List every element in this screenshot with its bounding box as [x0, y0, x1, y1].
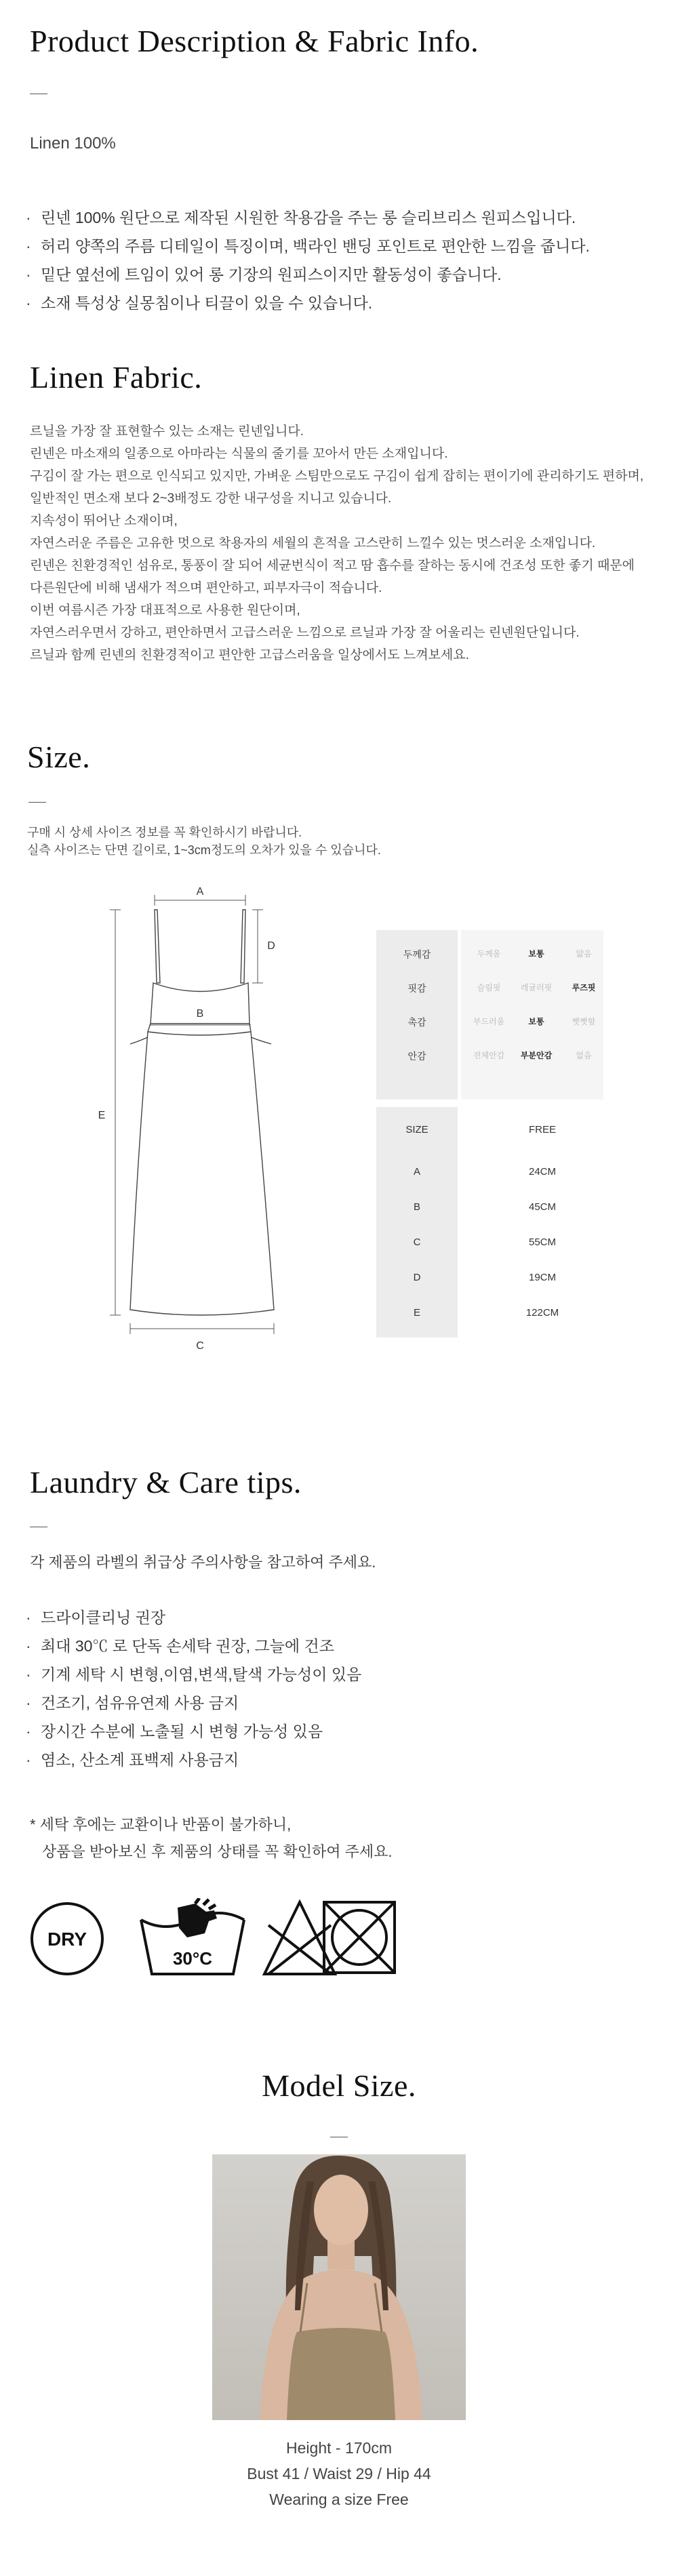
measure-value: 24CM	[528, 1166, 556, 1178]
temp-icon-text: 30°C	[172, 1948, 213, 1969]
measure-header-free: FREE	[528, 1124, 556, 1135]
label-e: E	[98, 1110, 106, 1121]
measure-value: 45CM	[528, 1201, 556, 1213]
linen-line: 구김이 잘 가는 편으로 인식되고 있지만, 가벼운 스팀만으로도 구김이 쉽게 잡히는 편이기에 관리하기도 편하며,	[30, 469, 644, 483]
measure-key: E	[413, 1307, 420, 1319]
label-c: C	[196, 1340, 204, 1352]
fit-row-label: 핏감	[407, 983, 426, 994]
bullet-item: · 밑단 옆선에 트임이 있어 롱 기장의 원피스이지만 활동성이 좋습니다.	[24, 260, 590, 289]
measure-key-column	[376, 1107, 458, 1337]
no-tumble-dry-icon	[324, 1902, 395, 1973]
care-bullet: · 기계 세탁 시 변형,이염,변색,탈색 가능성이 있음	[24, 1660, 361, 1689]
care-bullet: · 장시간 수분에 노출될 시 변형 가능성 있음	[24, 1717, 361, 1746]
size-title: Size.	[27, 740, 91, 774]
linen-line: 지속성이 뛰어난 소재이며,	[30, 514, 178, 528]
left-pleat	[130, 1037, 148, 1044]
dry-icon-text: DRY	[47, 1929, 87, 1950]
left-strap	[155, 910, 160, 983]
fit-option: 보통	[528, 1017, 544, 1026]
linen-line: 르닐과 함께 린넨의 친환경적이고 편안한 고급스러움을 일상에서도 느껴보세요.	[30, 648, 469, 662]
bullet-item: · 린넨 100% 원단으로 제작된 시원한 착용감을 주는 롱 슬리브리스 원피스입니다.	[24, 203, 590, 232]
care-bullet: · 염소, 산소계 표백제 사용금지	[24, 1746, 361, 1774]
size-notes	[27, 824, 381, 859]
right-strap	[241, 910, 245, 983]
measure-value: 122CM	[525, 1307, 559, 1319]
dry-clean-icon	[32, 1904, 102, 1974]
model-measurements: Bust 41 / Waist 29 / Hip 44	[247, 2465, 431, 2482]
label-b: B	[196, 1008, 204, 1020]
fit-option: 없음	[576, 1051, 592, 1060]
model-wearing-size: Wearing a size Free	[269, 2491, 409, 2508]
measure-key: B	[413, 1201, 420, 1213]
dress-measurement-diagram	[88, 881, 319, 1363]
measure-key: D	[413, 1272, 421, 1283]
fit-row-label: 촉감	[407, 1017, 426, 1028]
label-d: D	[267, 940, 275, 952]
fit-option: 부드러움	[473, 1017, 505, 1026]
fit-row-label: 안감	[407, 1051, 426, 1062]
product-bullets	[24, 203, 590, 317]
model-info	[0, 2435, 678, 2512]
fit-option: 전체안감	[473, 1051, 505, 1060]
bullet-item: · 허리 양쪽의 주름 디테일이 특징이며, 백라인 밴딩 포인트로 편안한 느낌을 줍니다.	[24, 232, 590, 260]
linen-line: 자연스러운 주름은 고유한 멋으로 착용자의 세월의 흔적을 고스란히 느낄수 있는 멋스러운 소재입니다.	[30, 536, 596, 550]
measure-key: A	[413, 1166, 420, 1178]
linen-line: 자연스러우면서 강하고, 편안하면서 고급스러운 느낌으로 르닐과 가장 잘 어울리는 린넨원단입니다.	[30, 626, 580, 640]
right-pleat	[251, 1037, 271, 1044]
linen-line: 일반적인 면소재 보다 2~3배정도 강한 내구성을 지니고 있습니다.	[30, 491, 392, 506]
linen-description	[30, 420, 643, 666]
model-photo	[212, 2154, 466, 2420]
fit-option: 부분안감	[520, 1051, 553, 1060]
fabric-composition: Linen 100%	[30, 134, 116, 153]
linen-title: Linen Fabric.	[30, 360, 203, 395]
size-divider	[28, 802, 46, 803]
laundry-title: Laundry & Care tips.	[30, 1465, 302, 1500]
hand-wash-icon	[141, 1898, 244, 1974]
fit-option: 뻣뻣함	[572, 1017, 596, 1026]
fit-option: 슬림핏	[477, 983, 501, 992]
linen-line: 이번 여름시즌 가장 대표적으로 사용한 원단이며,	[30, 603, 300, 618]
model-title: Model Size.	[262, 2068, 416, 2103]
fit-option: 보통	[528, 949, 544, 959]
fit-row-label: 두께감	[403, 949, 431, 960]
laundry-bullets	[24, 1603, 361, 1774]
laundry-intro: 각 제품의 라벨의 취급상 주의사항을 참고하여 주세요.	[30, 1554, 376, 1571]
fit-option: 레귤러핏	[520, 983, 553, 992]
size-note: 구매 시 상세 사이즈 정보를 꼭 확인하시기 바랍니다.	[27, 826, 302, 839]
fit-option: 얇음	[576, 949, 592, 959]
fit-option: 두께움	[477, 949, 501, 959]
label-a: A	[196, 886, 204, 898]
linen-line: 르닐을 가장 잘 표현할수 있는 소재는 린넨입니다.	[30, 424, 304, 439]
model-height: Height - 170cm	[286, 2439, 392, 2457]
measure-header-size: SIZE	[405, 1124, 428, 1135]
care-bullet: · 건조기, 섬유유연제 사용 금지	[24, 1689, 361, 1717]
laundry-note-line: * 세탁 후에는 교환이나 반품이 불가하니,	[30, 1816, 292, 1833]
measure-key: C	[413, 1236, 421, 1248]
measure-value: 19CM	[528, 1272, 556, 1283]
skirt	[130, 1032, 274, 1315]
laundry-note-line: 상품을 받아보신 후 제품의 상태를 꼭 확인하여 주세요.	[42, 1843, 393, 1860]
laundry-note	[30, 1811, 392, 1866]
linen-line: 다른원단에 비해 냄새가 적으며 편안하고, 피부자극이 적습니다.	[30, 581, 382, 595]
care-icons	[30, 1898, 396, 1979]
bullet-item: · 소재 특성상 실몽침이나 티끌이 있을 수 있습니다.	[24, 289, 590, 317]
linen-line: 린넨은 마소재의 일종으로 아마라는 식물의 줄기를 꼬아서 만든 소재입니다.	[30, 447, 448, 461]
measure-value: 55CM	[528, 1236, 556, 1248]
size-note: 실측 사이즈는 단면 길이로, 1~3cm정도의 오차가 있을 수 있습니다.	[27, 843, 381, 857]
care-bullet: · 드라이클리닝 권장	[24, 1603, 361, 1632]
care-bullet: · 최대 30℃ 로 단독 손세탁 권장, 그늘에 건조	[24, 1632, 361, 1660]
linen-line: 린넨은 친환경적인 섬유로, 통풍이 잘 되어 세균번식이 적고 땀 흡수를 잘하는 동시에 건조성 또한 좋기 때문에	[30, 559, 635, 573]
product-title: Product Description & Fabric Info.	[30, 24, 479, 58]
fit-option: 루즈핏	[572, 983, 596, 992]
